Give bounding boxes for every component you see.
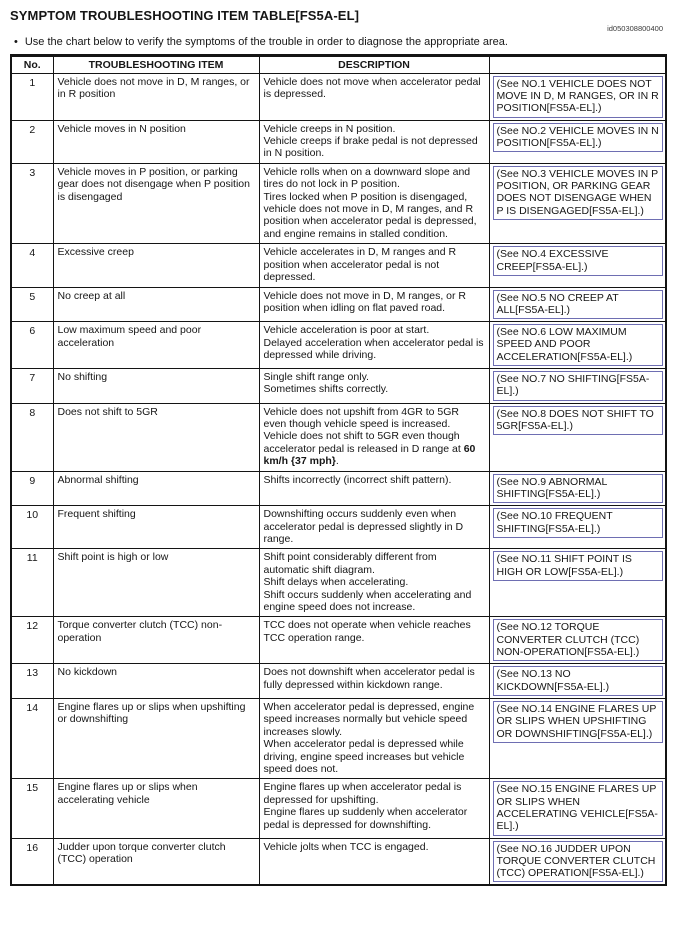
description-line: When accelerator pedal is depressed, engine speed increases normally but vehicle speed increases slowly.	[263, 700, 475, 738]
description-line: When accelerator pedal is depressed while driving, engine speed increases but vehicle speed does not.	[263, 738, 465, 775]
description-line: Shifts incorrectly (incorrect shift pattern).	[263, 473, 452, 486]
row-number: 4	[11, 244, 53, 287]
description-cell	[259, 369, 489, 404]
row-number: 16	[11, 838, 53, 885]
reference-link[interactable]: (See NO.6 LOW MAXIMUM SPEED AND POOR ACCELERATION[FS5A-EL].)	[493, 324, 664, 366]
description-cell	[259, 664, 489, 699]
troubleshooting-item: Abnormal shifting	[53, 471, 259, 506]
table-row	[11, 244, 666, 287]
troubleshooting-item: Torque converter clutch (TCC) non-operation	[53, 617, 259, 664]
description-line: Vehicle acceleration is poor at start.	[263, 324, 430, 337]
page-title: SYMPTOM TROUBLESHOOTING ITEM TABLE[FS5A-EL]	[10, 8, 360, 23]
row-number: 10	[11, 506, 53, 549]
row-number: 7	[11, 369, 53, 404]
description-cell	[259, 73, 489, 120]
description-line: Engine flares up suddenly when accelerator pedal is depressed for downshifting.	[263, 806, 468, 831]
description-line: Vehicle creeps in N position.	[263, 122, 396, 135]
col-header-no: No.	[11, 55, 53, 73]
row-number: 6	[11, 322, 53, 369]
troubleshooting-item: Vehicle moves in N position	[53, 120, 259, 163]
col-header-item: TROUBLESHOOTING ITEM	[53, 55, 259, 73]
description-cell	[259, 120, 489, 163]
reference-cell	[489, 244, 666, 287]
troubleshooting-item: Vehicle does not move in D, M ranges, or in R position	[53, 73, 259, 120]
description-cell	[259, 838, 489, 885]
description-line: TCC does not operate when vehicle reaches TCC operation range.	[263, 619, 471, 644]
description-line: Vehicle does not move when accelerator pedal is depressed.	[263, 75, 481, 101]
description-cell	[259, 163, 489, 243]
reference-link[interactable]: (See NO.7 NO SHIFTING[FS5A-EL].)	[493, 371, 664, 401]
troubleshooting-item: Vehicle moves in P position, or parking gear does not disengage when P position is disengaged	[53, 163, 259, 243]
table-row	[11, 471, 666, 506]
table-row	[11, 698, 666, 778]
description-line: Sometimes shifts correctly.	[263, 383, 389, 396]
reference-link[interactable]: (See NO.4 EXCESSIVE CREEP[FS5A-EL].)	[493, 246, 664, 276]
document-id: id050308800400	[607, 24, 663, 33]
reference-link[interactable]: (See NO.3 VEHICLE MOVES IN P POSITION, OR PARKING GEAR DOES NOT DISENGAGE WHEN P IS DISENGAGED[FS5A-EL].)	[493, 166, 664, 220]
troubleshooting-item: Shift point is high or low	[53, 549, 259, 617]
table-row	[11, 120, 666, 163]
table-row	[11, 73, 666, 120]
row-number: 14	[11, 698, 53, 778]
reference-link[interactable]: (See NO.8 DOES NOT SHIFT TO 5GR[FS5A-EL].)	[493, 406, 664, 436]
description-cell	[259, 244, 489, 287]
reference-cell	[489, 287, 666, 322]
reference-cell	[489, 73, 666, 120]
reference-link[interactable]: (See NO.13 NO KICKDOWN[FS5A-EL].)	[493, 666, 664, 696]
description-cell	[259, 549, 489, 617]
table-row	[11, 506, 666, 549]
bullet-icon: •	[14, 35, 18, 48]
table-body	[11, 73, 666, 885]
troubleshooting-item: Judder upon torque converter clutch (TCC) operation	[53, 838, 259, 885]
table-row	[11, 664, 666, 699]
troubleshooting-item: No creep at all	[53, 287, 259, 322]
description-cell	[259, 471, 489, 506]
row-number: 5	[11, 287, 53, 322]
reference-link[interactable]: (See NO.11 SHIFT POINT IS HIGH OR LOW[FS5A-EL].)	[493, 551, 664, 581]
reference-cell	[489, 163, 666, 243]
table-row	[11, 617, 666, 664]
row-number: 1	[11, 73, 53, 120]
table-row	[11, 163, 666, 243]
table-row	[11, 287, 666, 322]
reference-cell	[489, 322, 666, 369]
col-header-reference	[489, 55, 666, 73]
table-row	[11, 779, 666, 838]
col-header-description: DESCRIPTION	[259, 55, 489, 73]
troubleshooting-item: Frequent shifting	[53, 506, 259, 549]
troubleshooting-item: Low maximum speed and poor acceleration	[53, 322, 259, 369]
table-row	[11, 322, 666, 369]
description-cell	[259, 506, 489, 549]
reference-cell	[489, 664, 666, 699]
row-number: 12	[11, 617, 53, 664]
description-cell	[259, 698, 489, 778]
table-row	[11, 838, 666, 885]
description-line: Vehicle does not shift to 5GR even though accelerator pedal is released in D range at 60 km/h {37 mph}.	[263, 430, 476, 468]
description-cell	[259, 779, 489, 838]
row-number: 8	[11, 403, 53, 471]
description-line: Vehicle accelerates in D, M ranges and R position when accelerator pedal is not depressed.	[263, 246, 457, 284]
row-number: 2	[11, 120, 53, 163]
troubleshooting-table	[10, 54, 667, 887]
description-line: Vehicle rolls when on a downward slope and tires do not lock in P position.	[263, 165, 471, 191]
reference-link[interactable]: (See NO.5 NO CREEP AT ALL[FS5A-EL].)	[493, 290, 664, 320]
reference-link[interactable]: (See NO.9 ABNORMAL SHIFTING[FS5A-EL].)	[493, 474, 664, 504]
description-line: Tires locked when P position is disengaged, vehicle does not move in D, M ranges, and R position when accelerator pedal is depressed, and engine remains in stalled condition.	[263, 190, 477, 240]
description-line: Downshifting occurs suddenly even when accelerator pedal is depressed slightly in D range.	[263, 508, 464, 546]
troubleshooting-item: Engine flares up or slips when upshifting or downshifting	[53, 698, 259, 778]
description-cell	[259, 322, 489, 369]
row-number: 9	[11, 471, 53, 506]
bold-value: 60 km/h {37 mph}	[263, 442, 476, 468]
description-line: Engine flares up when accelerator pedal is depressed for upshifting.	[263, 781, 462, 806]
reference-cell	[489, 617, 666, 664]
reference-link[interactable]: (See NO.1 VEHICLE DOES NOT MOVE IN D, M RANGES, OR IN R POSITION[FS5A-EL].)	[493, 76, 664, 118]
description-line: Shift delays when accelerating.	[263, 576, 409, 589]
reference-link[interactable]: (See NO.10 FREQUENT SHIFTING[FS5A-EL].)	[493, 508, 664, 538]
table-row	[11, 369, 666, 404]
description-cell	[259, 617, 489, 664]
reference-cell	[489, 838, 666, 885]
description-cell	[259, 403, 489, 471]
reference-cell	[489, 549, 666, 617]
row-number: 11	[11, 549, 53, 617]
description-line: Vehicle creeps if brake pedal is not depressed in N position.	[263, 135, 478, 160]
reference-link[interactable]: (See NO.2 VEHICLE MOVES IN N POSITION[FS5A-EL].)	[493, 123, 664, 153]
description-line: Does not downshift when accelerator pedal is fully depressed within kickdown range.	[263, 666, 475, 691]
troubleshooting-item: Excessive creep	[53, 244, 259, 287]
description-line: Delayed acceleration when accelerator pedal is depressed while driving.	[263, 336, 484, 361]
reference-cell	[489, 779, 666, 838]
reference-cell	[489, 506, 666, 549]
table-row	[11, 403, 666, 471]
description-line: Vehicle does not move in D, M ranges, or R position when idling on flat paved road.	[263, 289, 467, 314]
table-row	[11, 549, 666, 617]
troubleshooting-item: Does not shift to 5GR	[53, 403, 259, 471]
reference-cell	[489, 471, 666, 506]
description-line: Single shift range only.	[263, 371, 369, 383]
reference-cell	[489, 698, 666, 778]
row-number: 3	[11, 163, 53, 243]
description-line: Shift point considerably different from automatic shift diagram.	[263, 551, 437, 576]
troubleshooting-item: No shifting	[53, 369, 259, 404]
troubleshooting-item: No kickdown	[53, 664, 259, 699]
troubleshooting-item: Engine flares up or slips when accelerating vehicle	[53, 779, 259, 838]
reference-cell	[489, 369, 666, 404]
reference-link[interactable]: (See NO.16 JUDDER UPON TORQUE CONVERTER CLUTCH (TCC) OPERATION[FS5A-EL].)	[493, 841, 664, 883]
intro-text: Use the chart below to verify the symptoms of the trouble in order to diagnose the appropriate area.	[24, 35, 508, 48]
row-number: 15	[11, 779, 53, 838]
reference-link[interactable]: (See NO.15 ENGINE FLARES UP OR SLIPS WHEN ACCELERATING VEHICLE[FS5A-EL].)	[493, 781, 664, 835]
reference-cell	[489, 120, 666, 163]
description-cell	[259, 287, 489, 322]
reference-link[interactable]: (See NO.14 ENGINE FLARES UP OR SLIPS WHEN UPSHIFTING OR DOWNSHIFTING[FS5A-EL].)	[493, 701, 664, 743]
description-line: Shift occurs suddenly when accelerating and engine speed does not increase.	[263, 588, 472, 614]
description-line: Vehicle jolts when TCC is engaged.	[263, 840, 429, 853]
table-header-row	[11, 55, 666, 73]
reference-link[interactable]: (See NO.12 TORQUE CONVERTER CLUTCH (TCC) NON-OPERATION[FS5A-EL].)	[493, 619, 664, 661]
description-line: Vehicle does not upshift from 4GR to 5GR even though vehicle speed is increased.	[263, 405, 460, 430]
row-number: 13	[11, 664, 53, 699]
intro-line	[14, 36, 665, 49]
reference-cell	[489, 403, 666, 471]
